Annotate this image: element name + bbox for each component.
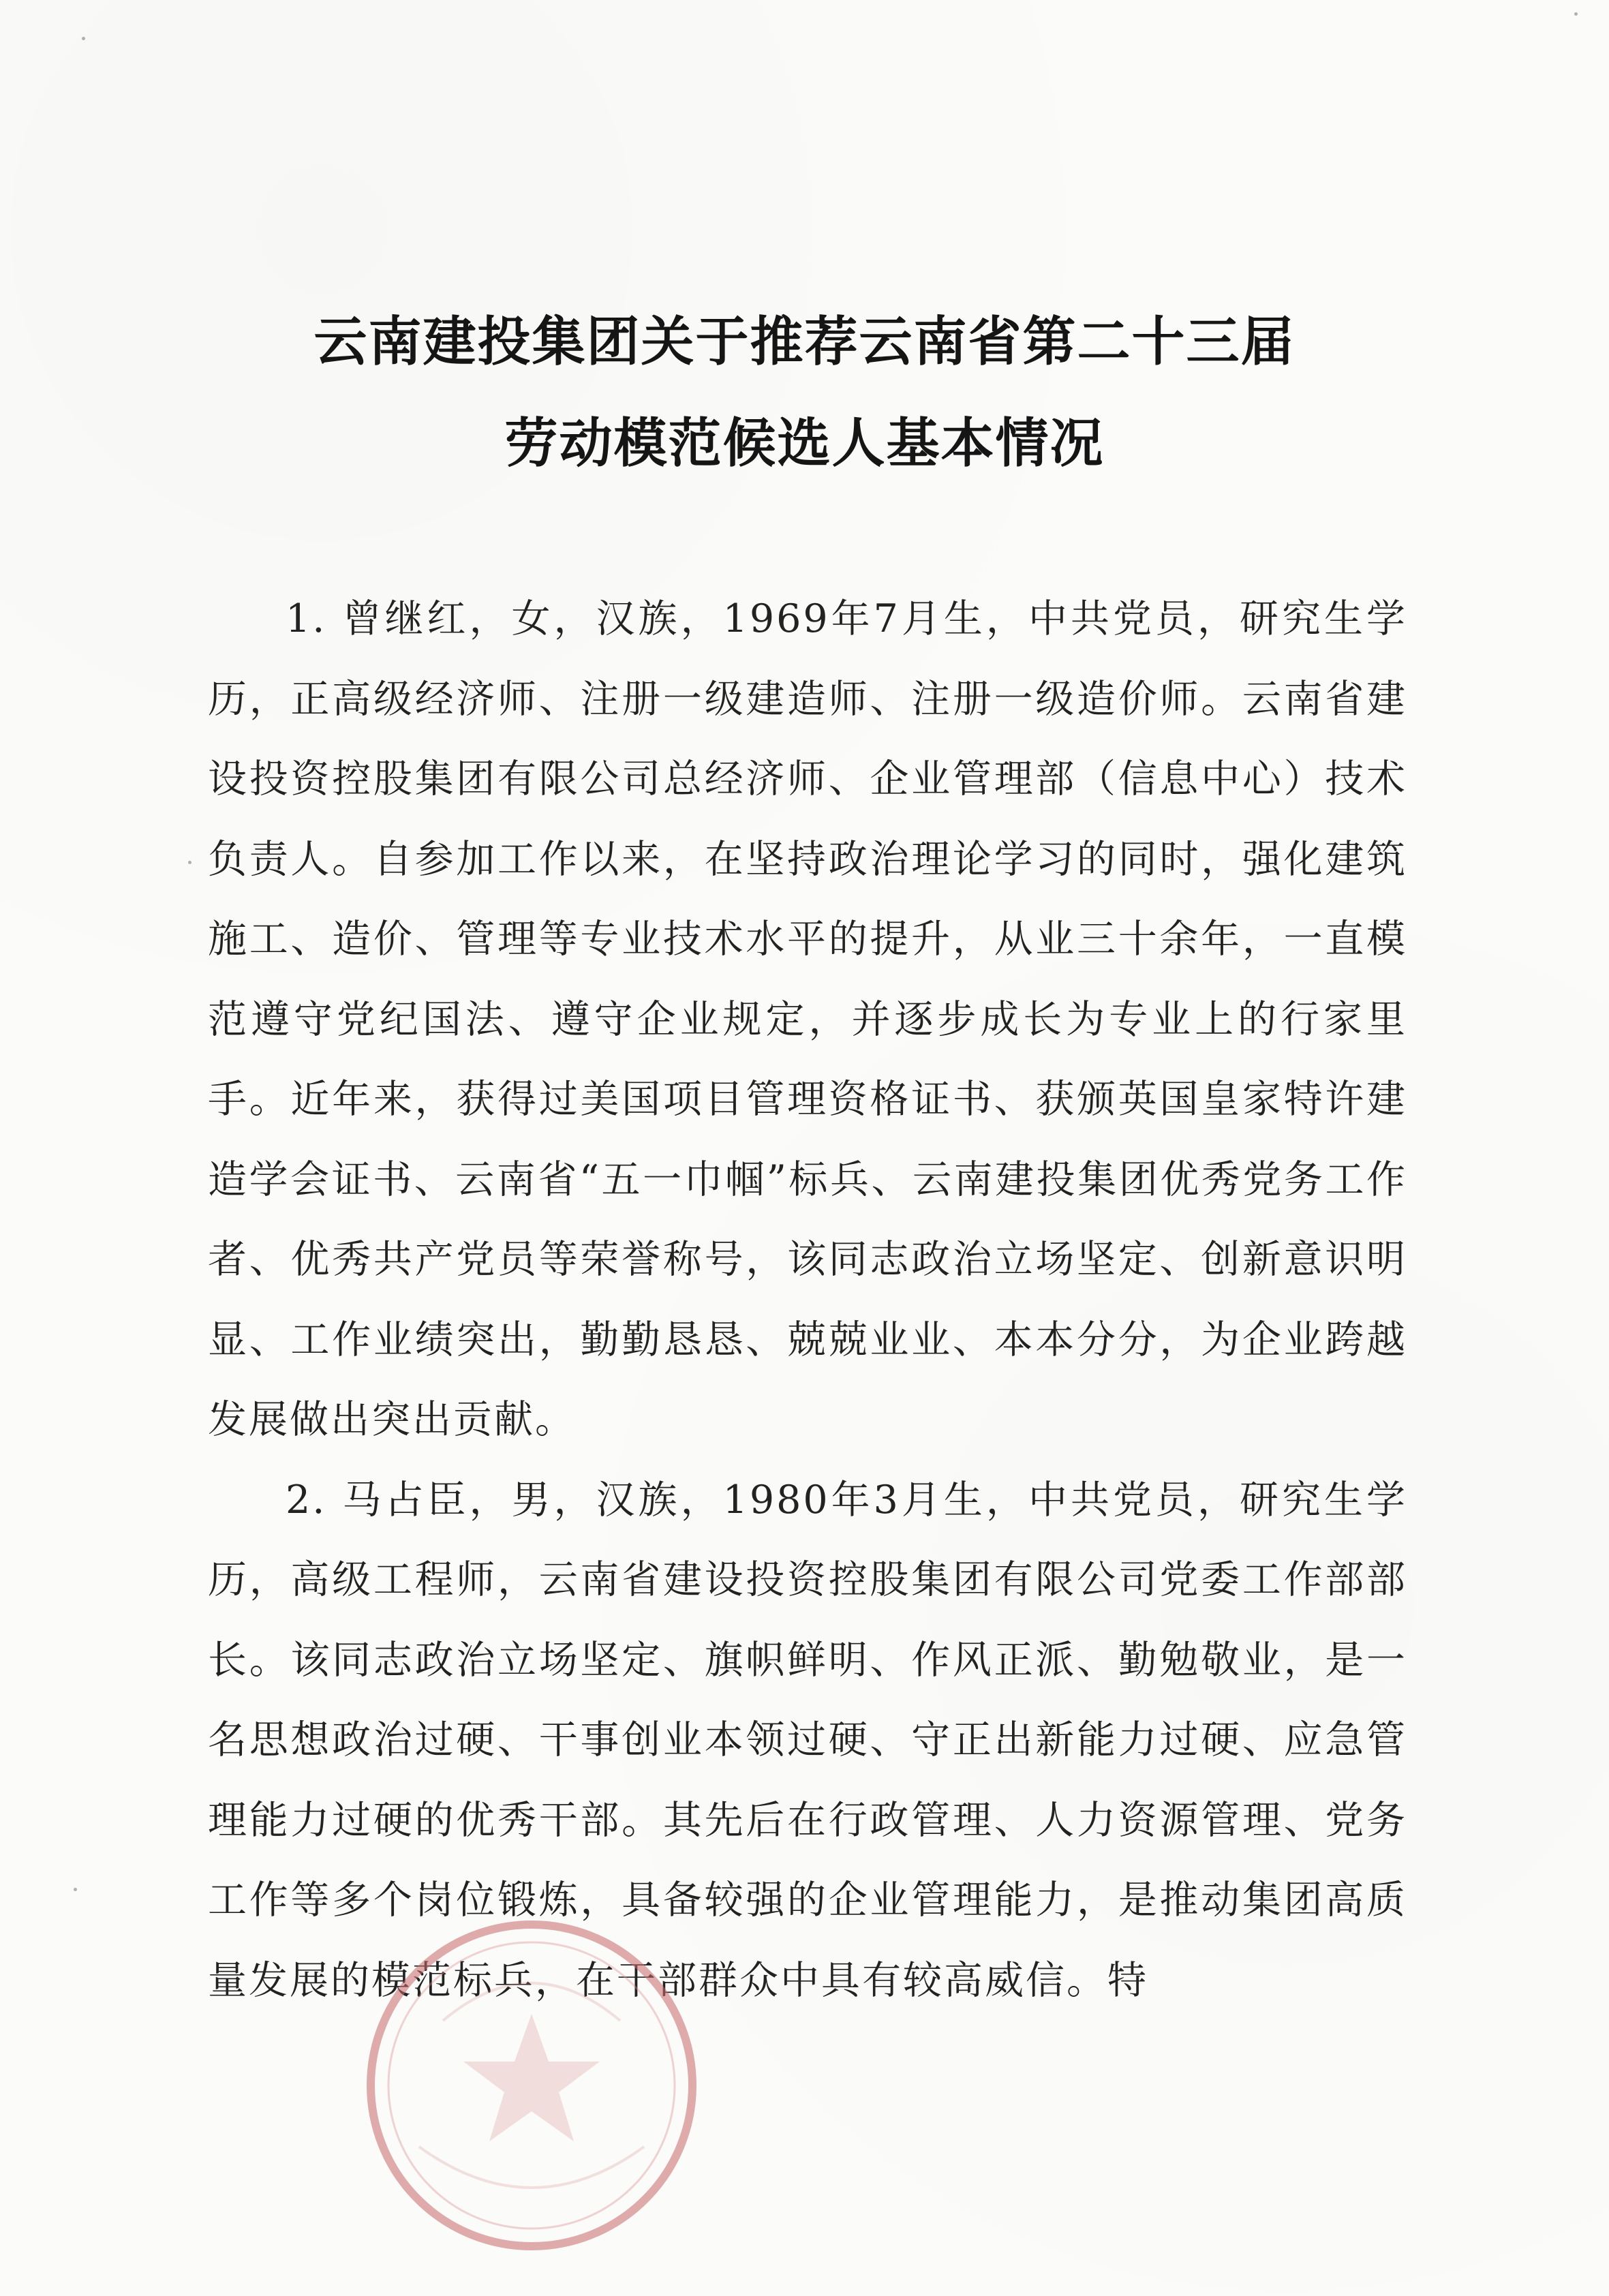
document-title-line-1: 云南建投集团关于推荐云南省第二十三届 <box>313 311 1296 373</box>
paragraph-1: 1. 曾继红，女，汉族，1969年7月生，中共党员，研究生学历，正高级经济师、注册一级建造师、注册一级造价师。云南省建设投资控股集团有限公司总经济师、企业管理部（信息中心）技术负责人。自参加工作以来，在坚持政治理论学习的同时，强化建筑施工、造价、管理等专业技术水平的提升，从业三十余年，一直模范遵守党纪国法、遵守企业规定，并逐步成长为专业上的行家里手。近年来，获得过美国项目管理资格证书、获颁英国皇家特许建造学会证书、云南省“五一巾帼”标兵、云南建投集团优秀党务工作者、优秀共产党员等荣誉称号，该同志政治立场坚定、创新意识明显、工作业绩突出，勤勤恳恳、兢兢业业、本本分分，为企业跨越发展做出突出贡献。 <box>208 596 1407 1442</box>
document-title-line-2: 劳动模范候选人基本情况 <box>504 412 1105 474</box>
scan-speck <box>74 1888 77 1891</box>
scan-speck <box>82 37 85 40</box>
document-body <box>208 579 1407 2021</box>
scan-speck <box>188 861 191 864</box>
scan-speck <box>1574 12 1578 16</box>
paragraph-2: 2. 马占臣，男，汉族，1980年3月生，中共党员，研究生学历，高级工程师，云南省建设投资控股集团有限公司党委工作部部长。该同志政治立场坚定、旗帜鲜明、作风正派、勤勉敬业，是一名思想政治过硬、干事创业本领过硬、守正出新能力过硬、应急管理能力过硬的优秀干部。其先后在行政管理、人力资源管理、党务工作等多个岗位锻炼，具备较强的企业管理能力，是推动集团高质量发展的模范标兵，在干部群众中具有较高威信。特 <box>208 1477 1407 2003</box>
